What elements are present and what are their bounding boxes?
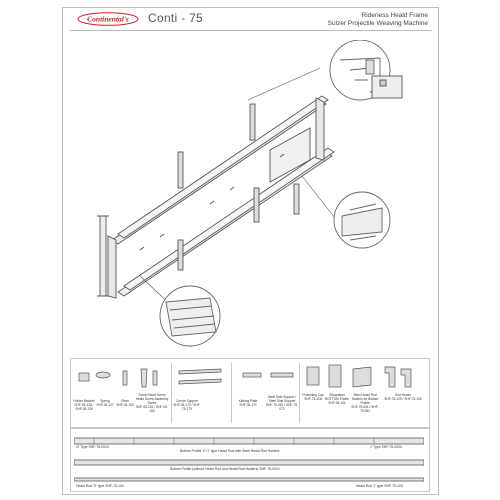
- part-label-separators: Separators BOTTOM Profile SHF-05-141: [325, 393, 349, 405]
- heald-rod-bar: [74, 478, 424, 481]
- end-hook-icon-2: [401, 369, 411, 387]
- part-label-screw: Screw Head Screw Heald Screw Assembly Screw SHF-05-151 / SHF-05-152: [135, 393, 169, 413]
- part-label-protecting-cap: Protecting Cap SHF-75-308: [302, 393, 324, 401]
- header-rule: [70, 30, 432, 31]
- parts-list-panel: [70, 358, 430, 428]
- centre-support-icon: [179, 369, 221, 384]
- page-title: Conti - 75: [148, 11, 204, 25]
- svg-text:Continental's: Continental's: [87, 14, 129, 24]
- protecting-cap-icon: [307, 367, 319, 385]
- spring-icon: [96, 372, 110, 378]
- side-support-icon: [271, 373, 293, 377]
- part-label-kinking-plate: Kinking Plate SHF-05-170: [238, 399, 258, 407]
- bottom-profile-bar: [74, 438, 424, 444]
- subtitle-frame: Rideriess Heald Frame: [361, 12, 428, 19]
- bar-caption-top: Bottom Profile 'C'/'J' type Heald Rod with Steel Heald Rod Holders: [180, 449, 280, 453]
- profile-bars-drawing: [74, 432, 424, 488]
- detail-circle-bottom: [160, 286, 220, 346]
- part-label-spring: Spring SHF-05-127: [96, 399, 114, 407]
- part-label-holder-bracket: Holder Bracket SHF-05-138 / SHF-05-139: [73, 399, 95, 411]
- part-label-centre-support: Centre Support SHF-05-172 / SHF-75-179: [173, 399, 201, 411]
- screw-icon-2: [153, 371, 157, 385]
- part-label-rivet: Rivet SHF-05-150: [116, 399, 134, 407]
- bottom-profile-bar-plain: [74, 460, 424, 465]
- part-label-end-hooks: End Hooks SHF-75-129 / SHF-75-130: [384, 393, 422, 401]
- holder-bracket-icon: [79, 373, 89, 381]
- side-bar-detail: [97, 216, 109, 296]
- corner-piece-detail: [372, 76, 402, 98]
- part-label-side-support: Steel Side Support / Steel Side Support SHF-75-052 / SHF-75-072: [265, 395, 299, 411]
- kinking-plate-icon: [243, 373, 261, 377]
- detail-circle-right: [334, 192, 390, 248]
- brand-logo: [77, 12, 139, 26]
- rivet-icon: [123, 371, 127, 385]
- bar-label-o-type: O' Type SHF-75-0024: [76, 445, 109, 449]
- heald-frame-drawing: [70, 40, 430, 352]
- screw-icon: [141, 369, 147, 387]
- subtitle-machine: Sulzer Projectile Weaving Machine: [327, 20, 428, 27]
- bar-label-j-type: J' Type SHF-75-0024: [370, 445, 402, 449]
- side-stay-right: [316, 98, 324, 160]
- end-hook-icon: [385, 367, 395, 387]
- separator-icon: [329, 365, 341, 387]
- rod-holder-icon: [353, 367, 371, 387]
- part-label-rod-holders: Steel Heald Rod Holders for Bottom Profile SHF-75-051 / SHF-75-053: [351, 393, 379, 413]
- bar-label-rod-j: Heald Rod 'J' type SHF-75-103: [356, 484, 403, 488]
- bar-caption-mid: Bottom Profile (without Heald Rod and Heald Rod Holders) SHF-75-0024: [170, 467, 280, 471]
- bar-label-rod-o: Heald Rod 'O' type SHF-75-104: [76, 484, 124, 488]
- side-stay-left: [108, 236, 116, 298]
